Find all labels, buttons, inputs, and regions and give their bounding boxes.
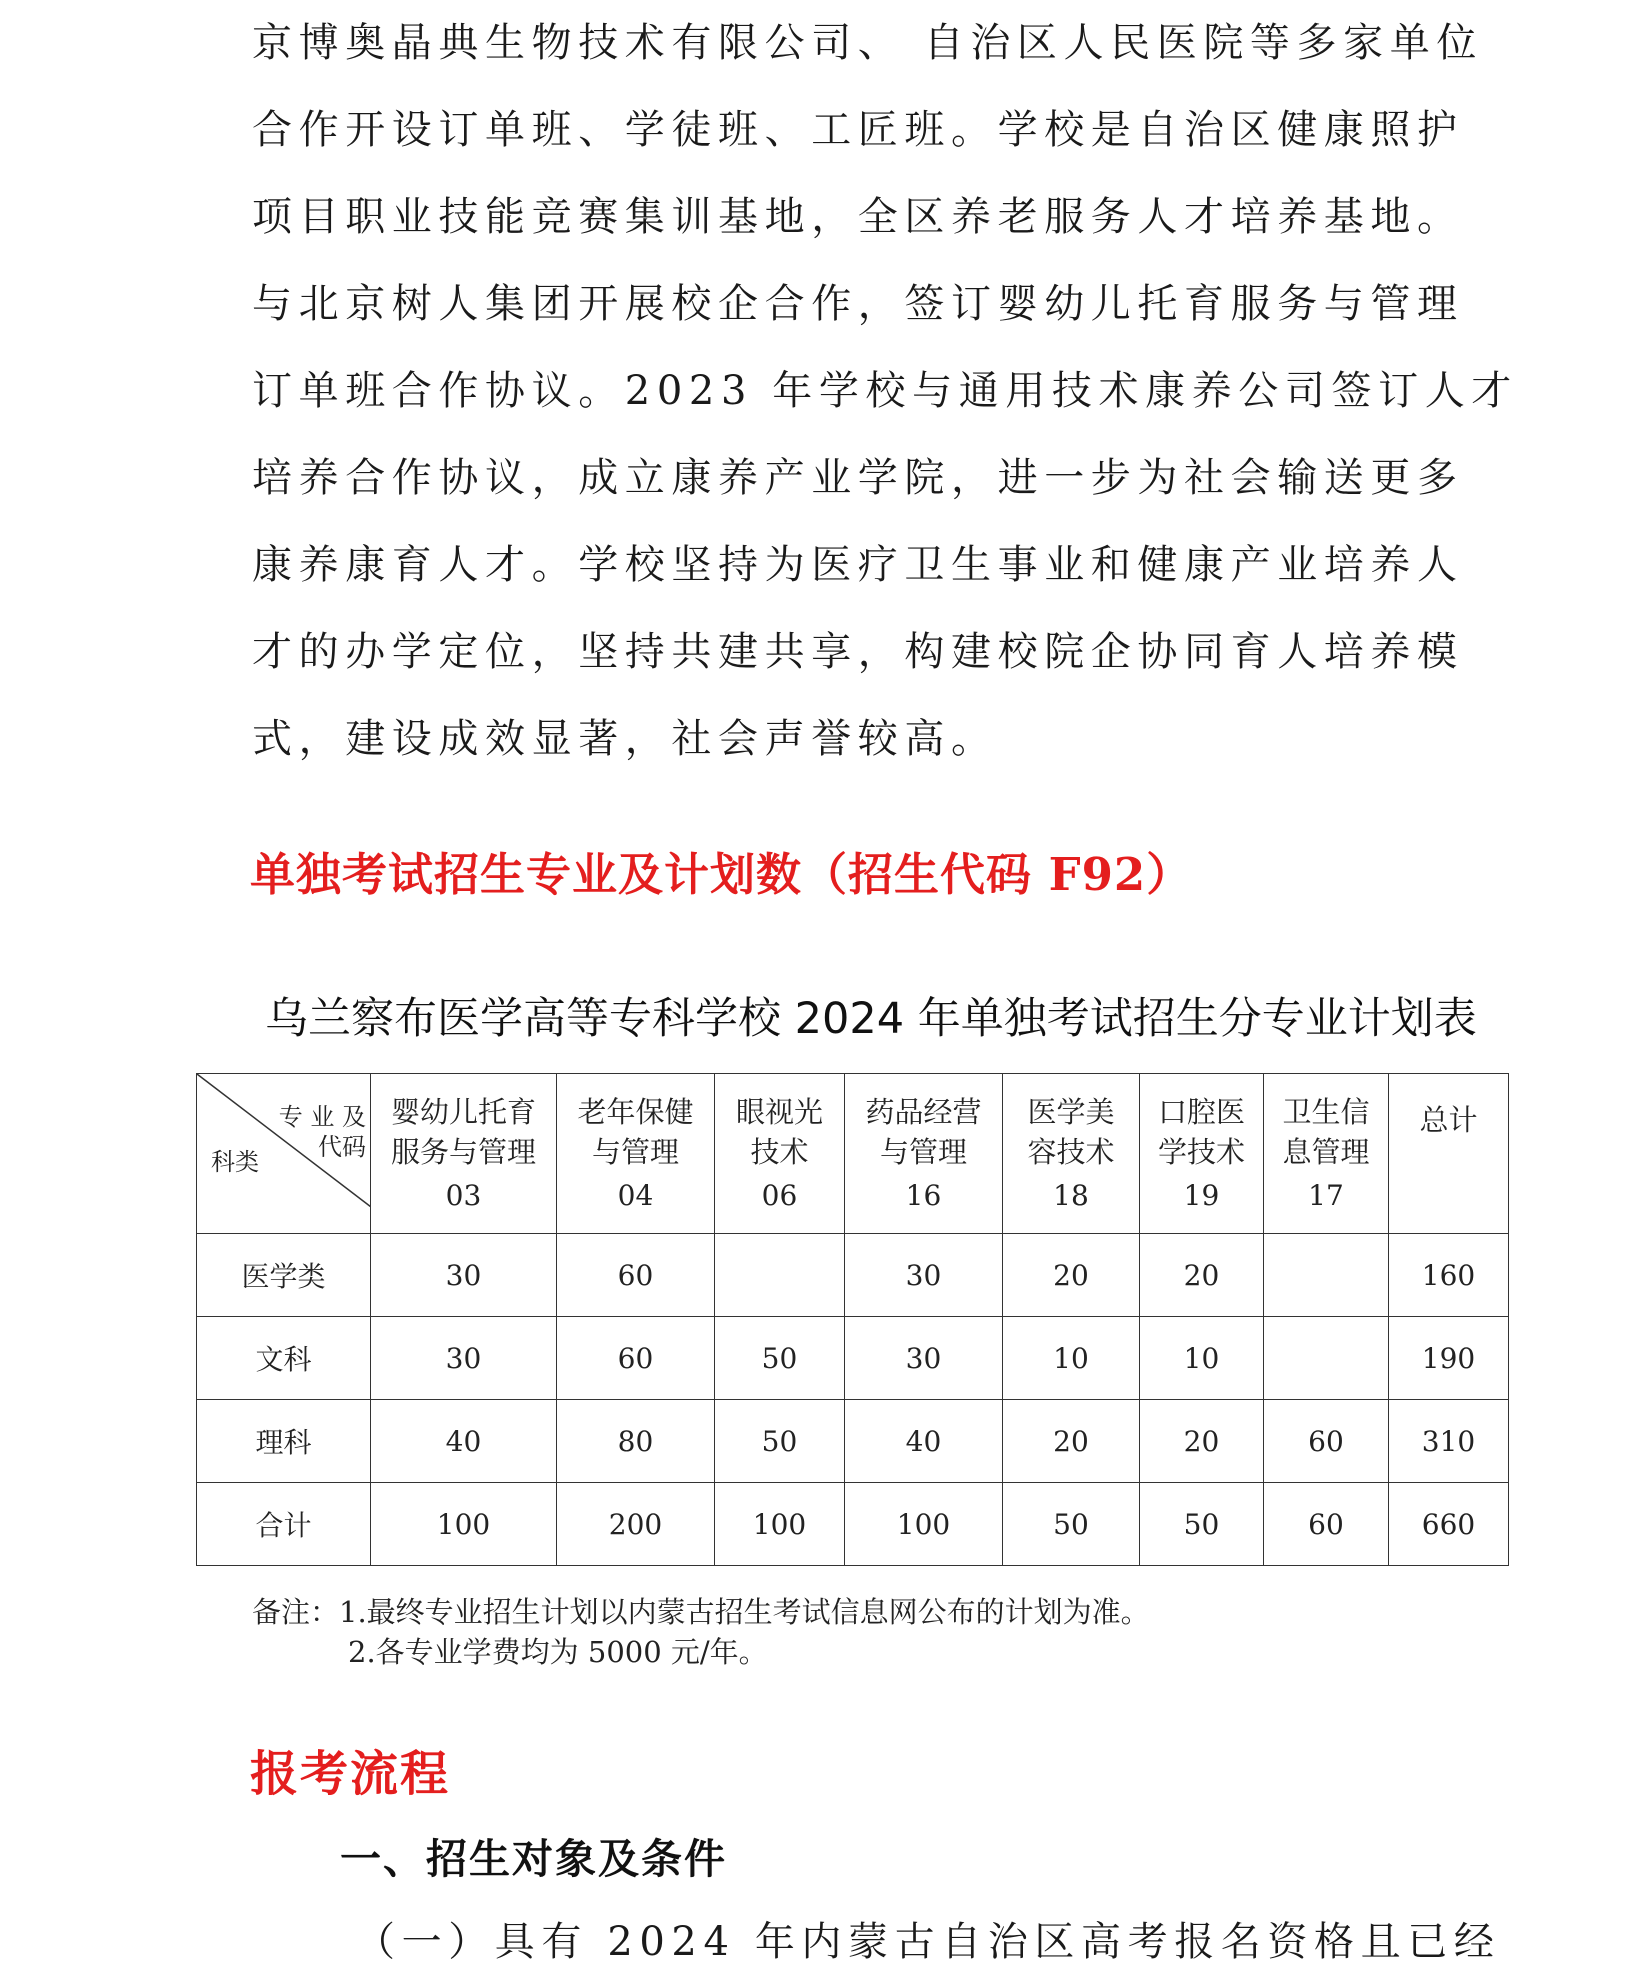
intro-line: 项目职业技能竞赛集训基地，全区养老服务人才培养基地。 bbox=[252, 194, 1464, 240]
col-header-infant-care bbox=[371, 1074, 557, 1234]
col-header-dental bbox=[1140, 1074, 1264, 1234]
intro-line: 式，建设成效显著，社会声誉较高。 bbox=[252, 716, 998, 762]
col-code: 17 bbox=[1308, 1178, 1344, 1212]
intro-line: 才的办学定位，坚持共建共享，构建校院企协同育人培养模 bbox=[252, 629, 1464, 675]
col-code: 06 bbox=[761, 1178, 798, 1212]
corner-header-cell bbox=[197, 1074, 371, 1234]
table-cell: 100 bbox=[715, 1483, 845, 1566]
col-name-line2: 学技术 bbox=[1157, 1134, 1245, 1169]
table-title: 乌兰察布医学高等专科学校 2024 年单独考试招生分专业计划表 bbox=[265, 994, 1477, 1044]
table-row bbox=[197, 1400, 1509, 1483]
table-cell: 40 bbox=[845, 1400, 1003, 1483]
col-name-line1: 眼视光 bbox=[735, 1094, 823, 1129]
intro-line: 京博奥晶典生物技术有限公司、 自治区人民医院等多家单位 bbox=[252, 20, 1483, 66]
section-heading-process: 报考流程 bbox=[250, 1746, 451, 1802]
table-cell: 60 bbox=[557, 1317, 715, 1400]
col-name-line2: 与管理 bbox=[591, 1134, 679, 1169]
intro-paragraph bbox=[252, 0, 1518, 783]
table-cell: 10 bbox=[1140, 1317, 1264, 1400]
intro-line: 与北京树人集团开展校企合作，签订婴幼儿托育服务与管理 bbox=[252, 281, 1464, 327]
intro-line: 订单班合作协议。2023 年学校与通用技术康养公司签订人才 bbox=[252, 368, 1518, 414]
col-name-line1: 婴幼儿托育 bbox=[390, 1094, 536, 1129]
corner-top-label bbox=[279, 1102, 366, 1162]
table-row bbox=[197, 1317, 1509, 1400]
col-header-pharma-business bbox=[845, 1074, 1003, 1234]
table-cell bbox=[715, 1234, 845, 1317]
corner-top-line1: 专 业 及 bbox=[278, 1103, 366, 1131]
row-label: 医学类 bbox=[197, 1234, 371, 1317]
table-cell bbox=[1264, 1234, 1389, 1317]
col-code: 04 bbox=[617, 1178, 654, 1212]
table-cell: 30 bbox=[371, 1317, 557, 1400]
col-name-line1: 药品经营 bbox=[865, 1094, 982, 1129]
col-name-line2: 服务与管理 bbox=[390, 1134, 536, 1169]
table-cell: 40 bbox=[371, 1400, 557, 1483]
note-line-2: 2.各专业学费均为 5000 元/年。 bbox=[348, 1635, 768, 1669]
col-name-line2: 技术 bbox=[750, 1134, 809, 1169]
col-code: 19 bbox=[1183, 1178, 1220, 1212]
intro-line: 康养康育人才。学校坚持为医疗卫生事业和健康产业培养人 bbox=[252, 542, 1464, 588]
table-cell: 30 bbox=[371, 1234, 557, 1317]
table-notes bbox=[252, 1592, 1150, 1672]
col-header-elderly-care bbox=[557, 1074, 715, 1234]
table-row-sum bbox=[197, 1483, 1509, 1566]
table-cell: 50 bbox=[715, 1400, 845, 1483]
row-total-cell: 660 bbox=[1389, 1483, 1509, 1566]
table-cell: 30 bbox=[845, 1234, 1003, 1317]
row-label: 合计 bbox=[197, 1483, 371, 1566]
total-header-label: 总计 bbox=[1419, 1103, 1478, 1137]
col-name-line2: 与管理 bbox=[879, 1134, 967, 1169]
table-row bbox=[197, 1234, 1509, 1317]
table-cell: 80 bbox=[557, 1400, 715, 1483]
corner-top-line2: 代码 bbox=[318, 1133, 366, 1161]
row-total-cell: 190 bbox=[1389, 1317, 1509, 1400]
intro-line: 合作开设订单班、学徒班、工匠班。学校是自治区健康照护 bbox=[252, 107, 1464, 153]
col-name-line2: 息管理 bbox=[1282, 1134, 1370, 1169]
section-heading-plan: 单独考试招生专业及计划数（招生代码 F92） bbox=[250, 848, 1193, 901]
col-name-line1: 卫生信 bbox=[1282, 1094, 1370, 1129]
col-code: 16 bbox=[905, 1178, 942, 1212]
table-cell: 200 bbox=[557, 1483, 715, 1566]
corner-bottom-label: 科类 bbox=[211, 1148, 259, 1176]
table-cell: 100 bbox=[845, 1483, 1003, 1566]
col-header-health-info bbox=[1264, 1074, 1389, 1234]
col-header-total bbox=[1389, 1074, 1509, 1234]
col-name-line1: 口腔医 bbox=[1157, 1094, 1245, 1129]
table-cell: 20 bbox=[1140, 1234, 1264, 1317]
table-cell: 50 bbox=[1003, 1483, 1140, 1566]
col-name-line1: 老年保健 bbox=[577, 1094, 694, 1129]
row-total-cell: 310 bbox=[1389, 1400, 1509, 1483]
table-cell: 60 bbox=[1264, 1483, 1389, 1566]
table-cell: 20 bbox=[1140, 1400, 1264, 1483]
table-cell: 50 bbox=[715, 1317, 845, 1400]
table-cell: 30 bbox=[845, 1317, 1003, 1400]
col-header-optometry bbox=[715, 1074, 845, 1234]
col-code: 18 bbox=[1053, 1178, 1089, 1212]
table-cell: 20 bbox=[1003, 1400, 1140, 1483]
enrollment-plan-table bbox=[196, 1073, 1509, 1566]
table-cell: 60 bbox=[557, 1234, 715, 1317]
col-name-line2: 容技术 bbox=[1027, 1134, 1115, 1169]
col-header-medical-cosmetology bbox=[1003, 1074, 1140, 1234]
table-cell: 100 bbox=[371, 1483, 557, 1566]
table-cell bbox=[1264, 1317, 1389, 1400]
intro-line: 培养合作协议，成立康养产业学院，进一步为社会输送更多 bbox=[252, 455, 1464, 501]
col-code: 03 bbox=[445, 1178, 482, 1212]
table-cell: 50 bbox=[1140, 1483, 1264, 1566]
row-total-cell: 160 bbox=[1389, 1234, 1509, 1317]
subsection-heading: 一、招生对象及条件 bbox=[340, 1835, 727, 1883]
table-cell: 20 bbox=[1003, 1234, 1140, 1317]
row-label: 文科 bbox=[197, 1317, 371, 1400]
table-cell: 10 bbox=[1003, 1317, 1140, 1400]
condition-line: （一）具有 2024 年内蒙古自治区高考报名资格且已经 bbox=[355, 1919, 1501, 1965]
note-line-1: 备注：1.最终专业招生计划以内蒙古招生考试信息网公布的计划为准。 bbox=[252, 1595, 1150, 1629]
table-header-row bbox=[197, 1074, 1509, 1234]
table-cell: 60 bbox=[1264, 1400, 1389, 1483]
col-name-line1: 医学美 bbox=[1027, 1094, 1115, 1129]
row-label: 理科 bbox=[197, 1400, 371, 1483]
